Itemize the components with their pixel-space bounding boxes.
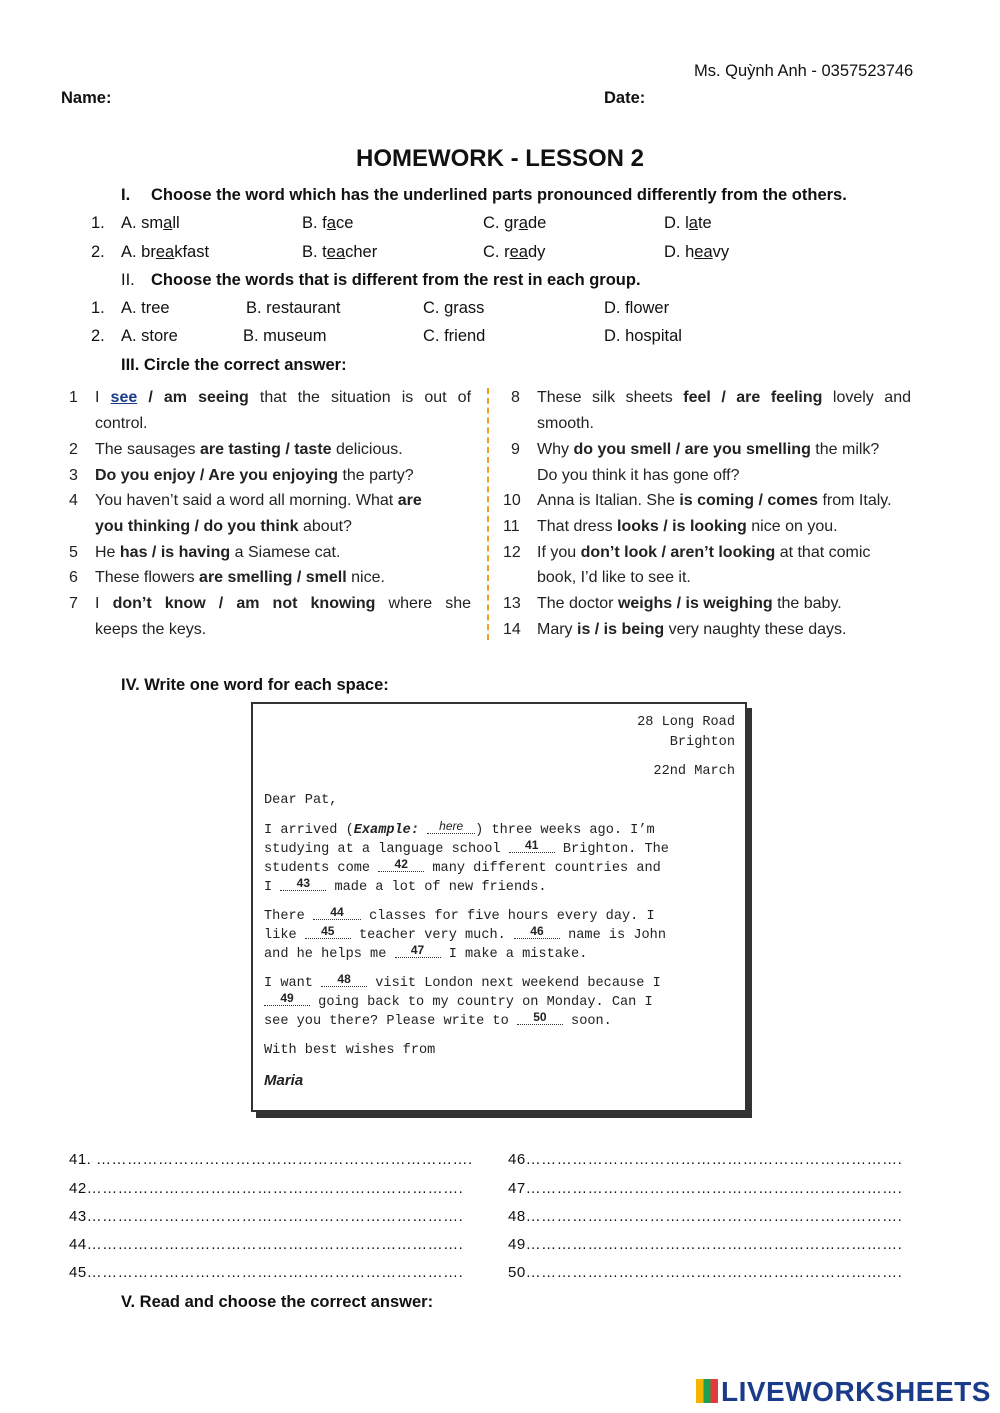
s1-row2-d[interactable]: D. heavy — [664, 243, 730, 261]
s1-row2-c[interactable]: C. ready — [483, 243, 546, 261]
s1-row1-a[interactable]: A. small — [121, 214, 180, 232]
column-divider — [487, 388, 489, 640]
s1-row1-num: 1. — [91, 214, 105, 232]
answer-44[interactable]: 44………………………………………………………………. — [69, 1236, 464, 1253]
s2-row2-num: 2. — [91, 327, 105, 345]
letter-address-line1: 28 Long Road — [637, 715, 735, 730]
s2-row1-d[interactable]: D. flower — [604, 299, 670, 317]
q1-line2: control. — [95, 415, 148, 432]
date-label: Date: — [604, 89, 646, 107]
q12-line2: book, I’d like to see it. — [537, 569, 691, 586]
letter-greeting: Dear Pat, — [264, 793, 338, 808]
q11-num: 11 — [503, 518, 520, 535]
q2-num: 2 — [69, 441, 78, 458]
liveworksheets-logo: LIVEWORKSHEETS — [696, 1376, 991, 1408]
section1-label: I. — [121, 186, 131, 204]
q7-line1[interactable]: I don’t know / am not knowing where she — [95, 595, 472, 612]
q12-num: 12 — [503, 544, 521, 561]
q13-line1[interactable]: The doctor weighs / is weighing the baby. — [537, 595, 842, 612]
q10-num: 10 — [503, 492, 521, 509]
section5-heading: V. Read and choose the correct answer: — [121, 1293, 434, 1311]
blank-50: 50 — [517, 1010, 563, 1025]
letter-closing: With best wishes from — [264, 1043, 436, 1058]
s2-row1-a[interactable]: A. tree — [121, 299, 170, 317]
letter-date: 22nd March — [653, 764, 735, 779]
section2-instruction: Choose the words that is different from the rest in each group. — [151, 271, 641, 289]
q14-num: 14 — [503, 621, 521, 638]
blank-48: 48 — [321, 972, 367, 987]
letter-line5: There 44 classes for five hours every day. I — [264, 905, 655, 924]
q3-num: 3 — [69, 467, 78, 484]
q14-line1[interactable]: Mary is / is being very naughty these days. — [537, 621, 847, 638]
answer-47[interactable]: 47………………………………………………………………. — [508, 1180, 903, 1197]
answer-46[interactable]: 46………………………………………………………………. — [508, 1151, 903, 1168]
q4-num: 4 — [69, 492, 78, 509]
q8-line1[interactable]: These silk sheets feel / are feeling lovely and — [537, 389, 911, 406]
q4-line2[interactable]: you thinking / do you think about? — [95, 518, 352, 535]
section1-instruction: Choose the word which has the underlined parts pronounced differently from the others. — [151, 186, 847, 204]
name-label: Name: — [61, 89, 112, 107]
page-title: HOMEWORK - LESSON 2 — [355, 145, 644, 172]
s2-row2-d[interactable]: D. hospital — [604, 327, 682, 345]
letter-box — [251, 702, 747, 1112]
answer-50[interactable]: 50………………………………………………………………. — [508, 1264, 903, 1281]
s2-row2-c[interactable]: C. friend — [423, 327, 486, 345]
s1-row2-a[interactable]: A. breakfast — [121, 243, 210, 261]
letter-line9: 49 going back to my country on Monday. Can I — [264, 994, 653, 1010]
q5-num: 5 — [69, 544, 78, 561]
answer-42[interactable]: 42………………………………………………………………. — [69, 1180, 464, 1197]
blank-45: 45 — [305, 924, 351, 939]
q7-num: 7 — [69, 595, 78, 612]
s1-row1-d[interactable]: D. late — [664, 214, 712, 232]
letter-line1: I arrived (Example: here ) three weeks ago. I’m — [264, 819, 655, 838]
letter-line10: see you there? Please write to 50 soon. — [264, 1010, 612, 1029]
q8-num: 8 — [511, 389, 520, 406]
q6-num: 6 — [69, 569, 78, 586]
section3-heading: III. Circle the correct answer: — [121, 356, 347, 374]
s1-row1-b[interactable]: B. face — [302, 214, 354, 232]
q9-num: 9 — [511, 441, 520, 458]
teacher-info: Ms. Quỳnh Anh - 0357523746 — [694, 62, 914, 80]
section4-heading: IV. Write one word for each space: — [121, 676, 389, 694]
s2-row2-b[interactable]: B. museum — [243, 327, 327, 345]
blank-46: 46 — [514, 924, 560, 939]
q1-num: 1 — [69, 389, 78, 406]
q12-line1[interactable]: If you don’t look / aren’t looking at that comic — [537, 544, 871, 561]
blank-47: 47 — [395, 943, 441, 958]
q11-line1[interactable]: That dress looks / is looking nice on you. — [537, 518, 838, 535]
q5-line1[interactable]: He has / is having a Siamese cat. — [95, 544, 341, 561]
q1-line1[interactable]: I see / am seeing that the situation is out of — [95, 389, 472, 406]
q9-line1[interactable]: Why do you smell / are you smelling the milk? — [537, 441, 880, 458]
blank-44: 44 — [313, 905, 361, 920]
q7-line2: keeps the keys. — [95, 621, 207, 638]
q8-line2: smooth. — [537, 415, 594, 432]
s2-row1-c[interactable]: C. grass — [423, 299, 485, 317]
q4-line1[interactable]: You haven’t said a word all morning. What are — [95, 492, 422, 509]
letter-address-line2: Brighton — [669, 735, 735, 750]
letter-line3: students come 42 many different countries and — [264, 857, 661, 876]
answer-43[interactable]: 43………………………………………………………………. — [69, 1208, 464, 1225]
letter-line6: like 45 teacher very much. 46 name is John — [264, 924, 667, 943]
answer-49[interactable]: 49………………………………………………………………. — [508, 1236, 903, 1253]
letter-line8: I want 48 visit London next weekend because I — [264, 972, 661, 991]
answer-45[interactable]: 45………………………………………………………………. — [69, 1264, 464, 1281]
q6-line1[interactable]: These flowers are smelling / smell nice. — [95, 569, 385, 586]
s2-row1-b[interactable]: B. restaurant — [246, 299, 341, 317]
s2-row2-a[interactable]: A. store — [121, 327, 178, 345]
s1-row2-num: 2. — [91, 243, 105, 261]
letter-line7: and he helps me 47 I make a mistake. — [264, 943, 588, 962]
letter-line4: I 43 made a lot of new friends. — [264, 876, 547, 895]
q9-line2: Do you think it has gone off? — [537, 467, 740, 484]
q13-num: 13 — [503, 595, 521, 612]
s1-row1-c[interactable]: C. grade — [483, 214, 547, 232]
blank-49: 49 — [264, 991, 310, 1006]
blank-41: 41 — [509, 838, 555, 853]
q2-line1[interactable]: The sausages are tasting / taste delicious. — [95, 441, 403, 458]
letter-line2: studying at a language school 41 Brighton. The — [264, 838, 669, 857]
answer-48[interactable]: 48………………………………………………………………. — [508, 1208, 903, 1225]
letter-signature: Maria — [264, 1072, 304, 1089]
answer-41[interactable]: 41. ………………………………………………………………. — [69, 1151, 473, 1168]
blank-42: 42 — [378, 857, 424, 872]
section2-label: II. — [121, 271, 135, 289]
s2-row1-num: 1. — [91, 299, 105, 317]
liveworksheets-icon — [696, 1379, 718, 1403]
blank-43: 43 — [280, 876, 326, 891]
q3-line1[interactable]: Do you enjoy / Are you enjoying the party? — [95, 467, 414, 484]
s1-row2-b[interactable]: B. teacher — [302, 243, 378, 261]
q10-line1[interactable]: Anna is Italian. She is coming / comes from Italy. — [537, 492, 892, 509]
